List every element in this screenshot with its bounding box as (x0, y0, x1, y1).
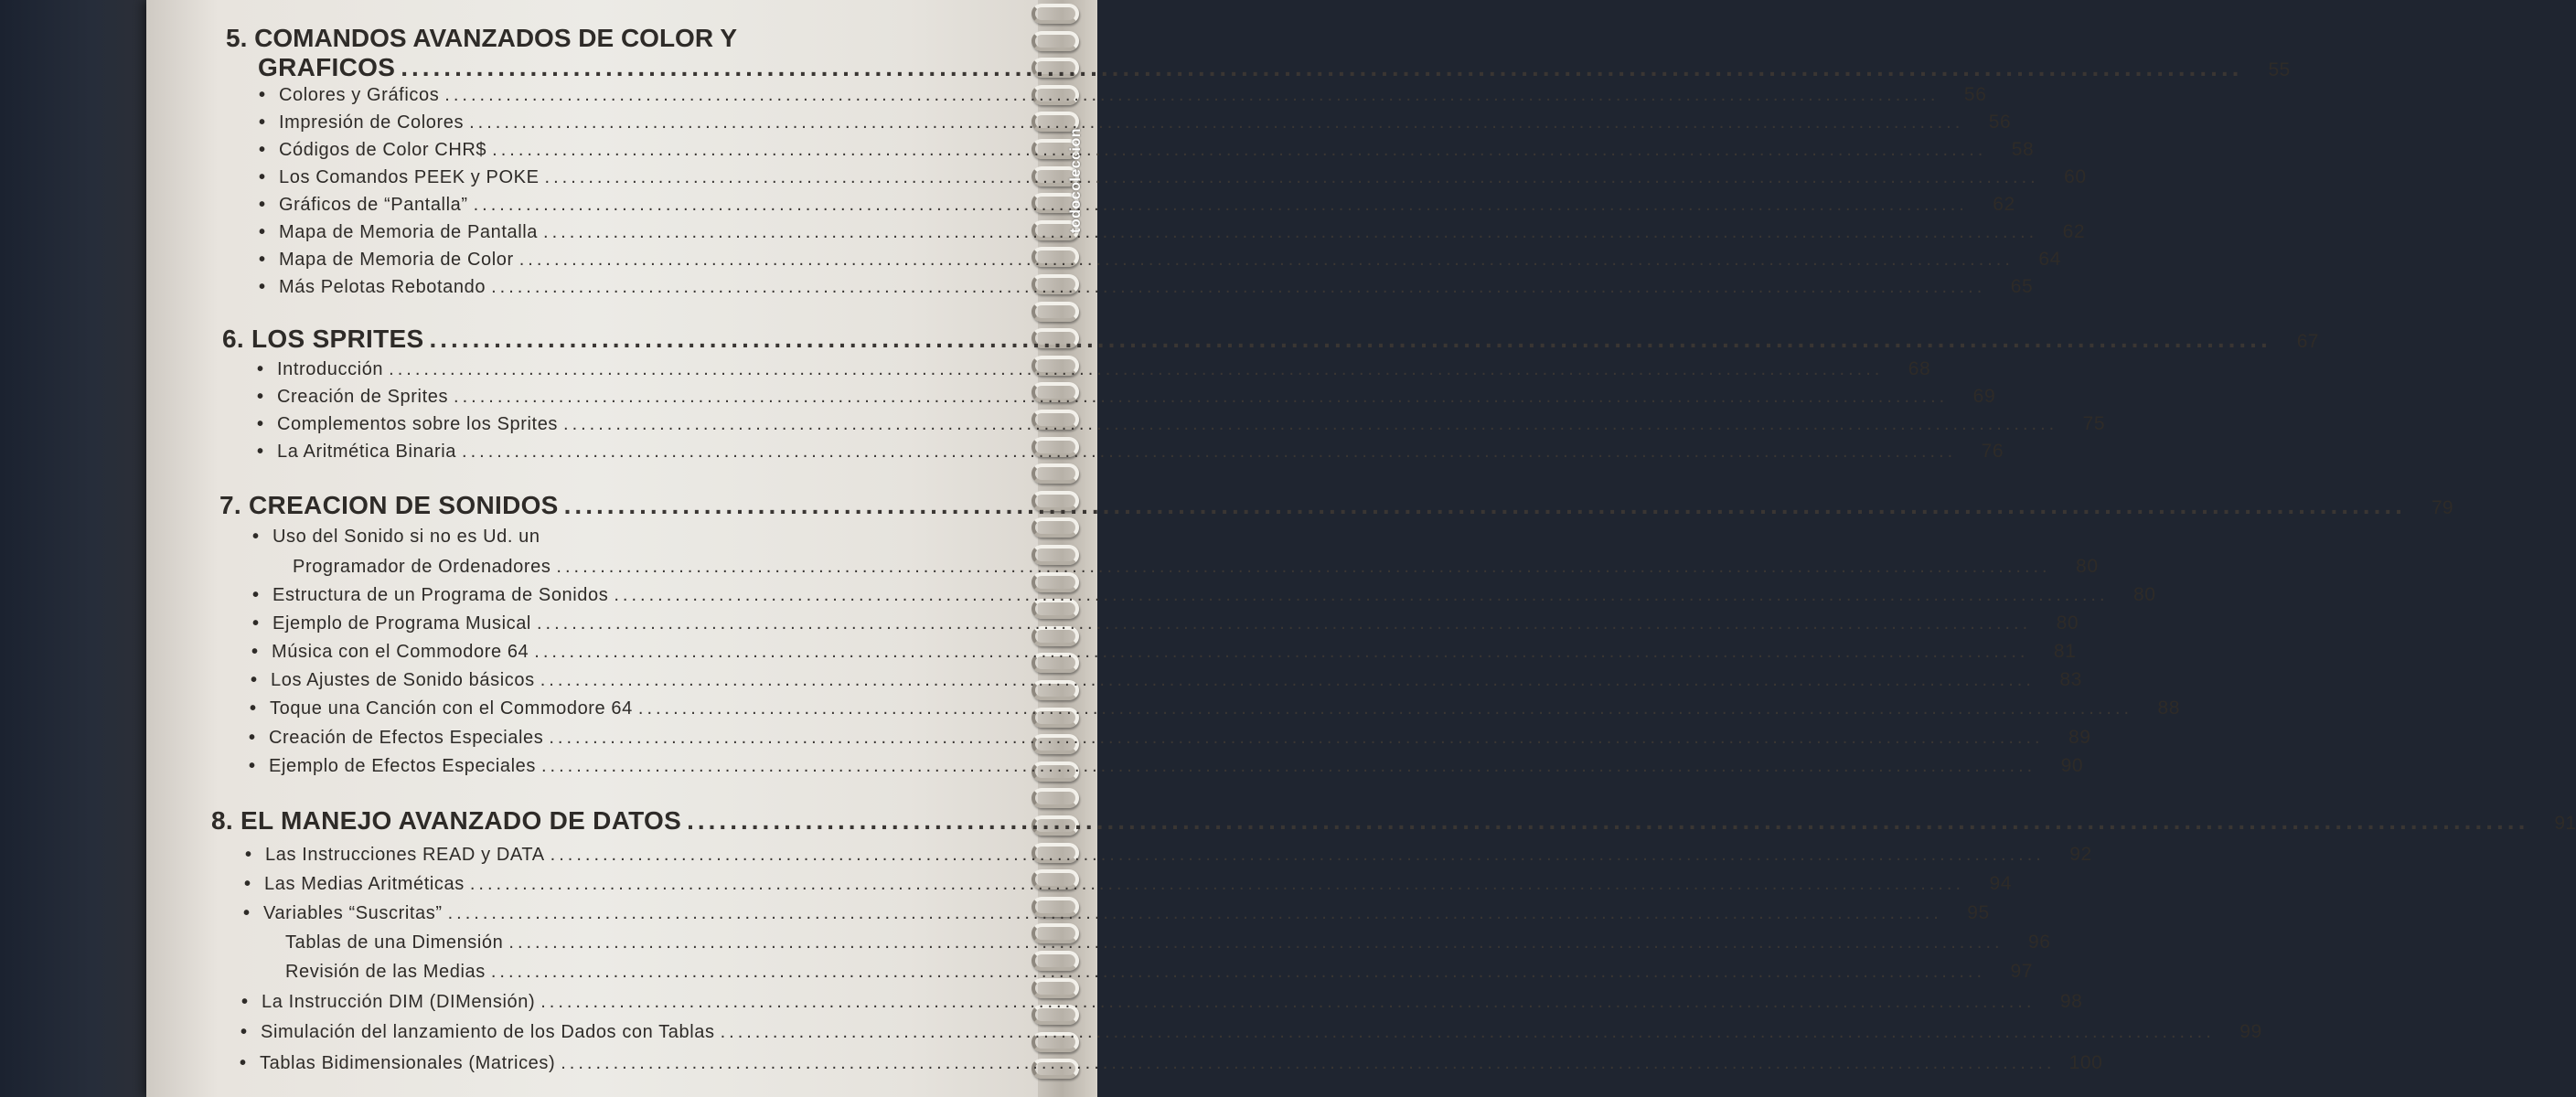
entry-label-continued: Programador de Ordenadores (293, 557, 551, 577)
toc-row (251, 641, 2077, 663)
toc-row (240, 1052, 2103, 1074)
entry-label: Los Ajustes de Sonido básicos (271, 670, 535, 690)
page-number: 58 (2011, 139, 2035, 160)
dot-leader: ........................................................................................................................................................................... (549, 728, 2044, 748)
bullet: • (259, 112, 266, 133)
entry-label: Mapa de Memoria de Color (279, 250, 514, 270)
dot-leader: ........................................................................................................................................................................... (491, 277, 1986, 297)
entry-label: Códigos de Color CHR$ (279, 140, 487, 160)
page-number: 55 (2268, 59, 2291, 80)
bullet: • (252, 527, 260, 547)
toc-row (259, 139, 2035, 161)
bullet: • (250, 698, 257, 719)
entry-label: Estructura de un Programa de Sonidos (273, 585, 609, 605)
dot-leader: ........................................................................................................................................................................... (540, 670, 2035, 690)
toc-row (259, 276, 2034, 298)
page-number: 100 (2068, 1052, 2103, 1073)
page-number: 92 (2069, 844, 2092, 865)
page-number: 69 (1972, 386, 1996, 407)
entry-label: Colores y Gráficos (279, 85, 440, 105)
bullet: • (245, 845, 252, 865)
entry-label: Toque una Canción con el Commodore 64 (270, 698, 633, 719)
toc-row (293, 556, 2099, 578)
entry-label: Creación de Efectos Especiales (269, 728, 544, 748)
section-6-heading: 6. LOS SPRITES (222, 325, 424, 353)
toc-row (259, 194, 2015, 216)
toc-row-section-8 (211, 806, 2576, 836)
bullet: • (251, 642, 259, 662)
toc-row (245, 844, 2092, 866)
entry-label: Música con el Commodore 64 (272, 642, 529, 662)
page-number: 98 (2059, 991, 2083, 1012)
page-number: 97 (2010, 961, 2034, 982)
watermark: todocoleccion (1068, 128, 1084, 233)
dot-leader: ........................................................................................................................................................................... (534, 642, 2029, 662)
dot-leader: ........................................................................................................................................................................... (454, 387, 1949, 407)
page-number: 89 (2068, 727, 2091, 748)
dot-leader: ........................................................................................................................................................................... (540, 992, 2036, 1012)
toc-row (285, 961, 2034, 983)
entry-label: Revisión de las Medias (285, 962, 486, 982)
dot-leader: ........................................................................................................................................................................... (444, 85, 1940, 105)
bullet: • (259, 167, 266, 187)
bullet: • (257, 359, 264, 379)
toc-row (259, 166, 2087, 188)
page-number: 64 (2038, 249, 2061, 270)
page-number: 56 (1963, 84, 1987, 105)
page-number: 96 (2028, 932, 2051, 953)
toc-row (259, 249, 2061, 271)
page-number: 83 (2059, 669, 2082, 690)
entry-label: La Aritmética Binaria (277, 442, 457, 462)
entry-label: Ejemplo de Programa Musical (273, 613, 531, 634)
dot-leader: ........................................................................................................................................................................... (508, 932, 2004, 953)
entry-label: Creación de Sprites (277, 387, 449, 407)
page-number: 56 (1988, 112, 2012, 133)
toc-row (249, 727, 2091, 749)
bullet: • (259, 250, 266, 270)
entry-label: La Instrucción DIM (DIMensión) (262, 992, 536, 1012)
toc-row (243, 902, 1990, 924)
bullet: • (257, 387, 264, 407)
toc-row-section-6 (222, 325, 2319, 354)
bullet: • (259, 195, 266, 215)
bullet: • (240, 1022, 248, 1042)
section-7-heading: 7. CREACION DE SONIDOS (219, 491, 559, 519)
dot-leader: ........................................................................................................................................................................... (462, 442, 1957, 462)
toc-row-section-7 (219, 491, 2453, 520)
entry-label: Impresión de Colores (279, 112, 465, 133)
entry-label: Tablas Bidimensionales (Matrices) (260, 1053, 556, 1073)
toc-row (257, 386, 1996, 408)
dot-leader: ........................................................................................................................................................................... (687, 806, 2529, 835)
page-number: 80 (2076, 556, 2099, 577)
section-5-heading-line1: 5. COMANDOS AVANZADOS DE COLOR Y (226, 24, 738, 52)
toc-row (257, 413, 2106, 435)
dot-leader: ........................................................................................................................................................................... (550, 845, 2045, 865)
page-number: 62 (2062, 221, 2086, 242)
entry-label: Las Instrucciones READ y DATA (265, 845, 545, 865)
dot-leader: ........................................................................................................................................................................... (614, 585, 2109, 605)
toc-row (257, 441, 2004, 463)
bullet: • (244, 874, 251, 894)
page-number: 60 (2064, 166, 2087, 187)
section-8-heading: 8. EL MANEJO AVANZADO DE DATOS (211, 806, 682, 835)
entry-label: Mapa de Memoria de Pantalla (279, 222, 539, 242)
dot-leader: ........................................................................................................................................................................... (518, 250, 2014, 270)
toc-row (241, 991, 2083, 1013)
entry-label: Introducción (277, 359, 384, 379)
toc-row (251, 669, 2082, 691)
bullet: • (249, 728, 256, 748)
toc-row (259, 84, 1987, 106)
dot-leader: ........................................................................................................................................................................... (490, 962, 1986, 982)
toc-row (257, 358, 1931, 380)
entry-label: Las Medias Aritméticas (264, 874, 465, 894)
dot-leader: ........................................................................................................................................................................... (469, 112, 1964, 133)
page-number: 81 (2053, 641, 2077, 662)
dot-leader: ........................................................................................................................................................................... (544, 167, 2039, 187)
toc-row (259, 221, 2086, 243)
dot-leader: ........................................................................................................................................................................... (473, 195, 1968, 215)
bullet: • (249, 756, 256, 776)
dot-leader: ........................................................................................................................................................................... (556, 557, 2051, 577)
toc-row (259, 112, 2012, 133)
bullet: • (259, 222, 266, 242)
entry-label: Variables “Suscritas” (263, 903, 443, 923)
dot-leader: ........................................................................................................................................................................... (536, 613, 2032, 634)
toc-row (250, 698, 2181, 719)
dot-leader: ........................................................................................................................................................................... (389, 359, 1884, 379)
bullet: • (252, 585, 260, 605)
dot-leader: ........................................................................................................................................................................... (561, 1053, 2056, 1073)
bullet: • (241, 992, 249, 1012)
entry-label: Tablas de una Dimensión (285, 932, 504, 953)
entry-label: Los Comandos PEEK y POKE (279, 167, 540, 187)
dot-leader: ........................................................................................................................................................................... (543, 222, 2038, 242)
page-number: 91 (2554, 813, 2576, 834)
bullet: • (252, 613, 260, 634)
dot-leader: ........................................................................................................................................................................... (492, 140, 1987, 160)
bullet: • (259, 140, 266, 160)
toc-row (249, 755, 2084, 777)
entry-label: Simulación del lanzamiento de los Dados con Tablas (261, 1022, 715, 1042)
page-number: 62 (1993, 194, 2015, 215)
page-number: 80 (2056, 612, 2079, 634)
bullet: • (251, 670, 258, 690)
page-number: 76 (1981, 441, 2004, 462)
bullet: • (259, 85, 266, 105)
page-number: 67 (2296, 331, 2319, 352)
bullet: • (257, 414, 264, 434)
bullet: • (257, 442, 264, 462)
toc-row (252, 612, 2079, 634)
page-number: 95 (1967, 902, 1990, 923)
toc-row-section-5 (258, 53, 2291, 82)
section-5-heading: GRAFICOS (258, 53, 396, 81)
dot-leader: ........................................................................................................................................................................... (401, 53, 2243, 81)
bullet: • (259, 277, 266, 297)
dot-leader: ........................................................................................................................................................................... (469, 874, 1965, 894)
page-number: 79 (2431, 497, 2453, 518)
page-number: 94 (1989, 873, 2013, 894)
dot-leader: ........................................................................................................................................................................... (720, 1022, 2215, 1042)
page-number: 88 (2157, 698, 2181, 719)
bullet: • (240, 1053, 247, 1073)
toc-row (285, 932, 2051, 953)
dot-leader: ........................................................................................................................................................................... (637, 698, 2133, 719)
entry-label: Ejemplo de Efectos Especiales (269, 756, 536, 776)
dot-leader: ........................................................................................................................................................................... (563, 491, 2406, 519)
dot-leader: ........................................................................................................................................................................... (541, 756, 2036, 776)
toc-row (252, 527, 893, 548)
page-number: 68 (1908, 358, 1931, 379)
dot-leader: ........................................................................................................................................................................... (429, 325, 2271, 353)
page-number: 65 (2010, 276, 2034, 297)
entry-label: Gráficos de “Pantalla” (279, 195, 468, 215)
toc-row (240, 1021, 2262, 1043)
page-number: 99 (2239, 1021, 2262, 1042)
entry-label: Complementos sobre los Sprites (277, 414, 559, 434)
page-number: 90 (2060, 755, 2084, 776)
entry-label: Más Pelotas Rebotando (279, 277, 486, 297)
toc-row (252, 584, 2156, 606)
entry-label: Uso del Sonido si no es Ud. un (273, 527, 540, 547)
dot-leader: ........................................................................................................................................................................... (447, 903, 1942, 923)
page-number: 80 (2132, 584, 2156, 605)
toc-row (244, 873, 2013, 895)
dot-leader: ........................................................................................................................................................................... (563, 414, 2058, 434)
page-number: 75 (2082, 413, 2106, 434)
bullet: • (243, 903, 251, 923)
